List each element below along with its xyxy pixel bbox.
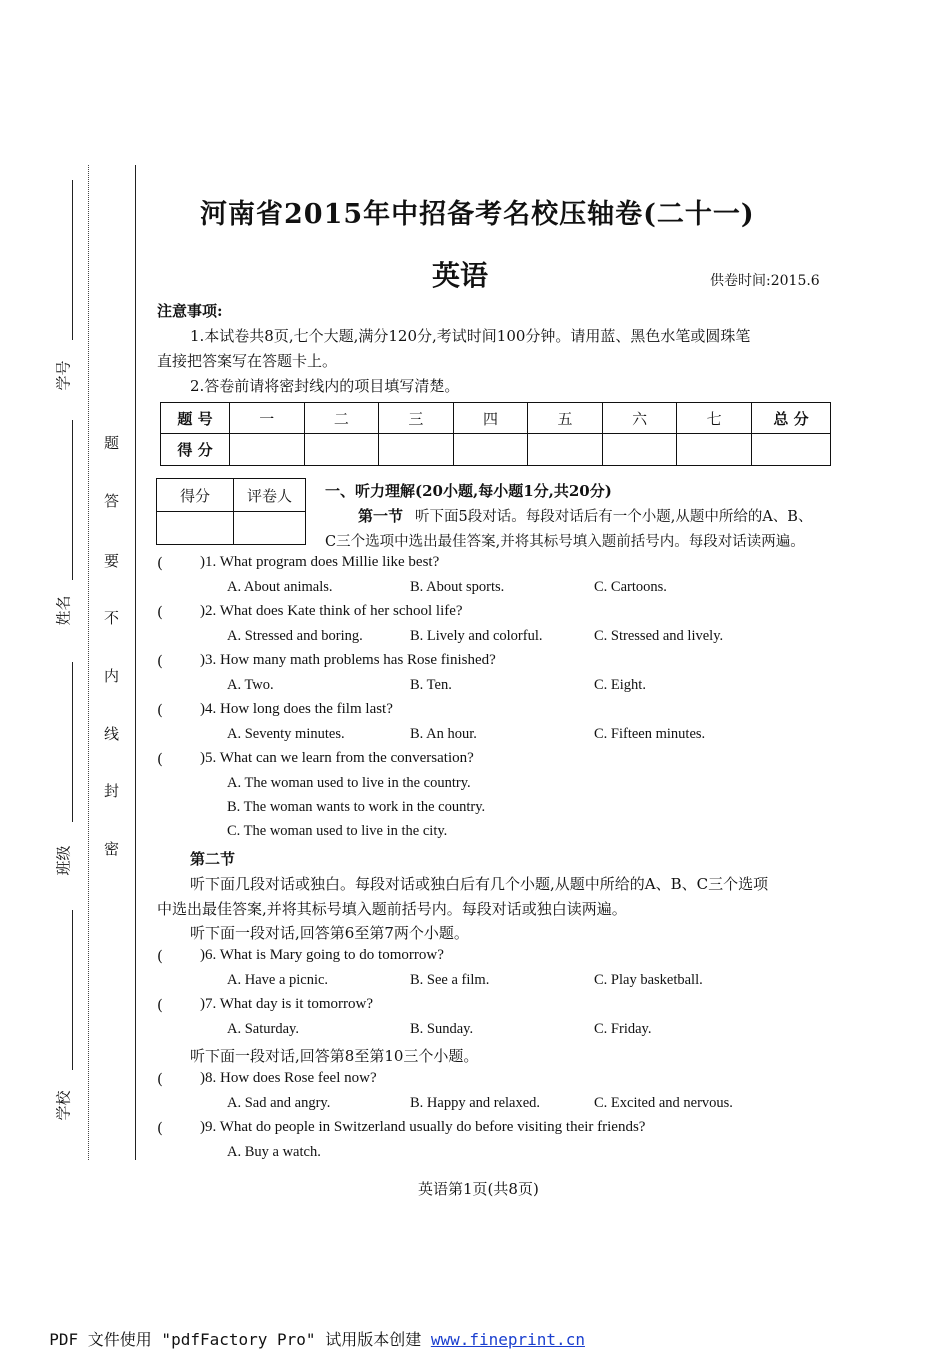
q4-paren: (: [157, 701, 163, 719]
q8-option-a: A. Sad and angry.: [227, 1095, 331, 1111]
q7-stem: )7. What day is it tomorrow?: [200, 996, 374, 1012]
q3-option-a: A. Two.: [227, 677, 274, 693]
grader-score-cell: [157, 512, 234, 545]
q8-option-b: B. Happy and relaxed.: [410, 1095, 541, 1111]
q2-option-a: A. Stressed and boring.: [227, 628, 363, 644]
name-underline: [72, 420, 73, 580]
part2-intro-cont: 中选出最佳答案,并将其标号填入题前括号内。每段对话或独白读两遍。: [157, 900, 627, 918]
note-1: 1.本试卷共8页,七个大题,满分120分,考试时间100分钟。请用蓝、黑色水笔或圆珠笔: [190, 327, 751, 345]
grader-box: [156, 478, 306, 545]
exam-title: 河南省2015年中招备考名校压轴卷(二十一): [200, 199, 755, 230]
q5-stem: )5. What can we learn from the conversation?: [200, 750, 474, 766]
score-table-header-2: 二: [304, 403, 379, 434]
q2-option-c: C. Stressed and lively.: [594, 628, 724, 644]
q9-option-a: A. Buy a watch.: [227, 1144, 321, 1160]
q1-option-a: A. About animals.: [227, 579, 333, 595]
seal-notice-6: 封: [104, 782, 120, 800]
score-table-header-6: 六: [602, 403, 677, 434]
subject-title: 英语: [432, 259, 489, 292]
q3-paren: (: [157, 652, 163, 670]
q3-stem: )3. How many math problems has Rose finished?: [200, 652, 496, 668]
issue-date: 供卷时间:2015.6: [710, 273, 820, 289]
score-table: [160, 402, 831, 466]
q6-stem: )6. What is Mary going to do tomorrow?: [200, 947, 444, 963]
q3-option-c: C. Eight.: [594, 677, 646, 693]
page-footer: 英语第1页(共8页): [418, 1180, 539, 1198]
q6-option-b: B. See a film.: [410, 972, 490, 988]
note-2: 2.答卷前请将密封线内的项目填写清楚。: [190, 377, 460, 395]
q9-paren: (: [157, 1119, 163, 1137]
section1-title: 一、听力理解(20小题,每小题1分,共20分): [325, 482, 612, 500]
q8-stem: )8. How does Rose feel now?: [200, 1070, 377, 1086]
class-underline: [72, 662, 73, 822]
seal-notice-1: 答: [104, 492, 120, 510]
score-cell-6: [602, 434, 677, 466]
part1-text-cont: C三个选项中选出最佳答案,并将其标号填入题前括号内。每段对话读两遍。: [325, 534, 805, 550]
score-cell-3: [379, 434, 454, 466]
q1-option-c: C. Cartoons.: [594, 579, 667, 595]
school-label: 学校: [54, 1090, 73, 1121]
score-cell-total: [752, 434, 831, 466]
q5-paren: (: [157, 750, 163, 768]
score-table-header-4: 四: [453, 403, 528, 434]
part2-label: 第二节: [190, 850, 236, 868]
score-cell-7: [677, 434, 752, 466]
q6-paren: (: [157, 947, 163, 965]
q2-option-b: B. Lively and colorful.: [410, 628, 543, 644]
watermark: [30, 1308, 585, 1350]
q2-paren: (: [157, 603, 163, 621]
seal-notice-4: 内: [104, 667, 120, 685]
q7-option-c: C. Friday.: [594, 1021, 652, 1037]
student-id-label: 学号: [54, 360, 73, 391]
seal-notice-7: 密: [104, 840, 120, 858]
q6-option-a: A. Have a picnic.: [227, 972, 329, 988]
q5-option-c: C. The woman used to live in the city.: [227, 823, 448, 839]
score-cell-1: [230, 434, 305, 466]
seal-notice-2: 要: [104, 552, 120, 570]
grader-name-label: 评卷人: [234, 479, 306, 512]
grader-name-cell: [234, 512, 306, 545]
watermark-text: PDF 文件使用 "pdfFactory Pro" 试用版本创建: [49, 1330, 431, 1349]
score-cell-4: [453, 434, 528, 466]
school-underline: [72, 910, 73, 1070]
q2-stem: )2. What does Kate think of her school life?: [200, 603, 463, 619]
notes-heading: 注意事项:: [157, 302, 223, 320]
q1-stem: )1. What program does Millie like best?: [200, 554, 440, 570]
q9-stem: )9. What do people in Switzerland usually do before visiting their friends?: [200, 1119, 646, 1135]
name-label: 姓名: [54, 595, 73, 626]
grader-score-label: 得分: [157, 479, 234, 512]
q8-paren: (: [157, 1070, 163, 1088]
binding-dotted-line: [88, 165, 89, 1160]
q1-paren: (: [157, 554, 163, 572]
q6-option-c: C. Play basketball.: [594, 972, 703, 988]
score-cell-2: [304, 434, 379, 466]
part1-text: 听下面5段对话。每段对话后有一个小题,从题中所给的A、B、: [415, 509, 813, 525]
score-table-header-7: 七: [677, 403, 752, 434]
q7-paren: (: [157, 996, 163, 1014]
q4-stem: )4. How long does the film last?: [200, 701, 393, 717]
q4-option-b: B. An hour.: [410, 726, 477, 742]
student-id-underline: [72, 180, 73, 340]
seal-notice-5: 线: [104, 725, 120, 743]
q7-option-b: B. Sunday.: [410, 1021, 474, 1037]
part1-label: 第一节: [358, 507, 404, 525]
score-cell-5: [528, 434, 603, 466]
watermark-link[interactable]: www.fineprint.cn: [430, 1330, 585, 1349]
score-table-header-3: 三: [379, 403, 454, 434]
q1-option-b: B. About sports.: [410, 579, 505, 595]
score-table-header-5: 五: [528, 403, 603, 434]
part2-sub2: 听下面一段对话,回答第8至第10三个小题。: [190, 1047, 479, 1065]
q4-option-c: C. Fifteen minutes.: [594, 726, 706, 742]
seal-notice-3: 不: [104, 609, 120, 627]
seal-notice-0: 题: [104, 434, 120, 452]
q5-option-a: A. The woman used to live in the country.: [227, 775, 471, 791]
score-table-header-1: 一: [230, 403, 305, 434]
part2-intro: 听下面几段对话或独白。每段对话或独白后有几个小题,从题中所给的A、B、C三个选项: [190, 875, 769, 893]
note-1-cont: 直接把答案写在答题卡上。: [157, 352, 338, 370]
binding-solid-line: [135, 165, 136, 1160]
q7-option-a: A. Saturday.: [227, 1021, 299, 1037]
q3-option-b: B. Ten.: [410, 677, 452, 693]
score-table-header-total: 总 分: [752, 403, 831, 434]
q5-option-b: B. The woman wants to work in the country.: [227, 799, 486, 815]
q4-option-a: A. Seventy minutes.: [227, 726, 345, 742]
score-table-row-label: 得 分: [161, 434, 230, 466]
q8-option-c: C. Excited and nervous.: [594, 1095, 733, 1111]
part2-sub1: 听下面一段对话,回答第6至第7两个小题。: [190, 924, 469, 942]
class-label: 班级: [54, 845, 73, 876]
score-table-header-label: 题 号: [161, 403, 230, 434]
